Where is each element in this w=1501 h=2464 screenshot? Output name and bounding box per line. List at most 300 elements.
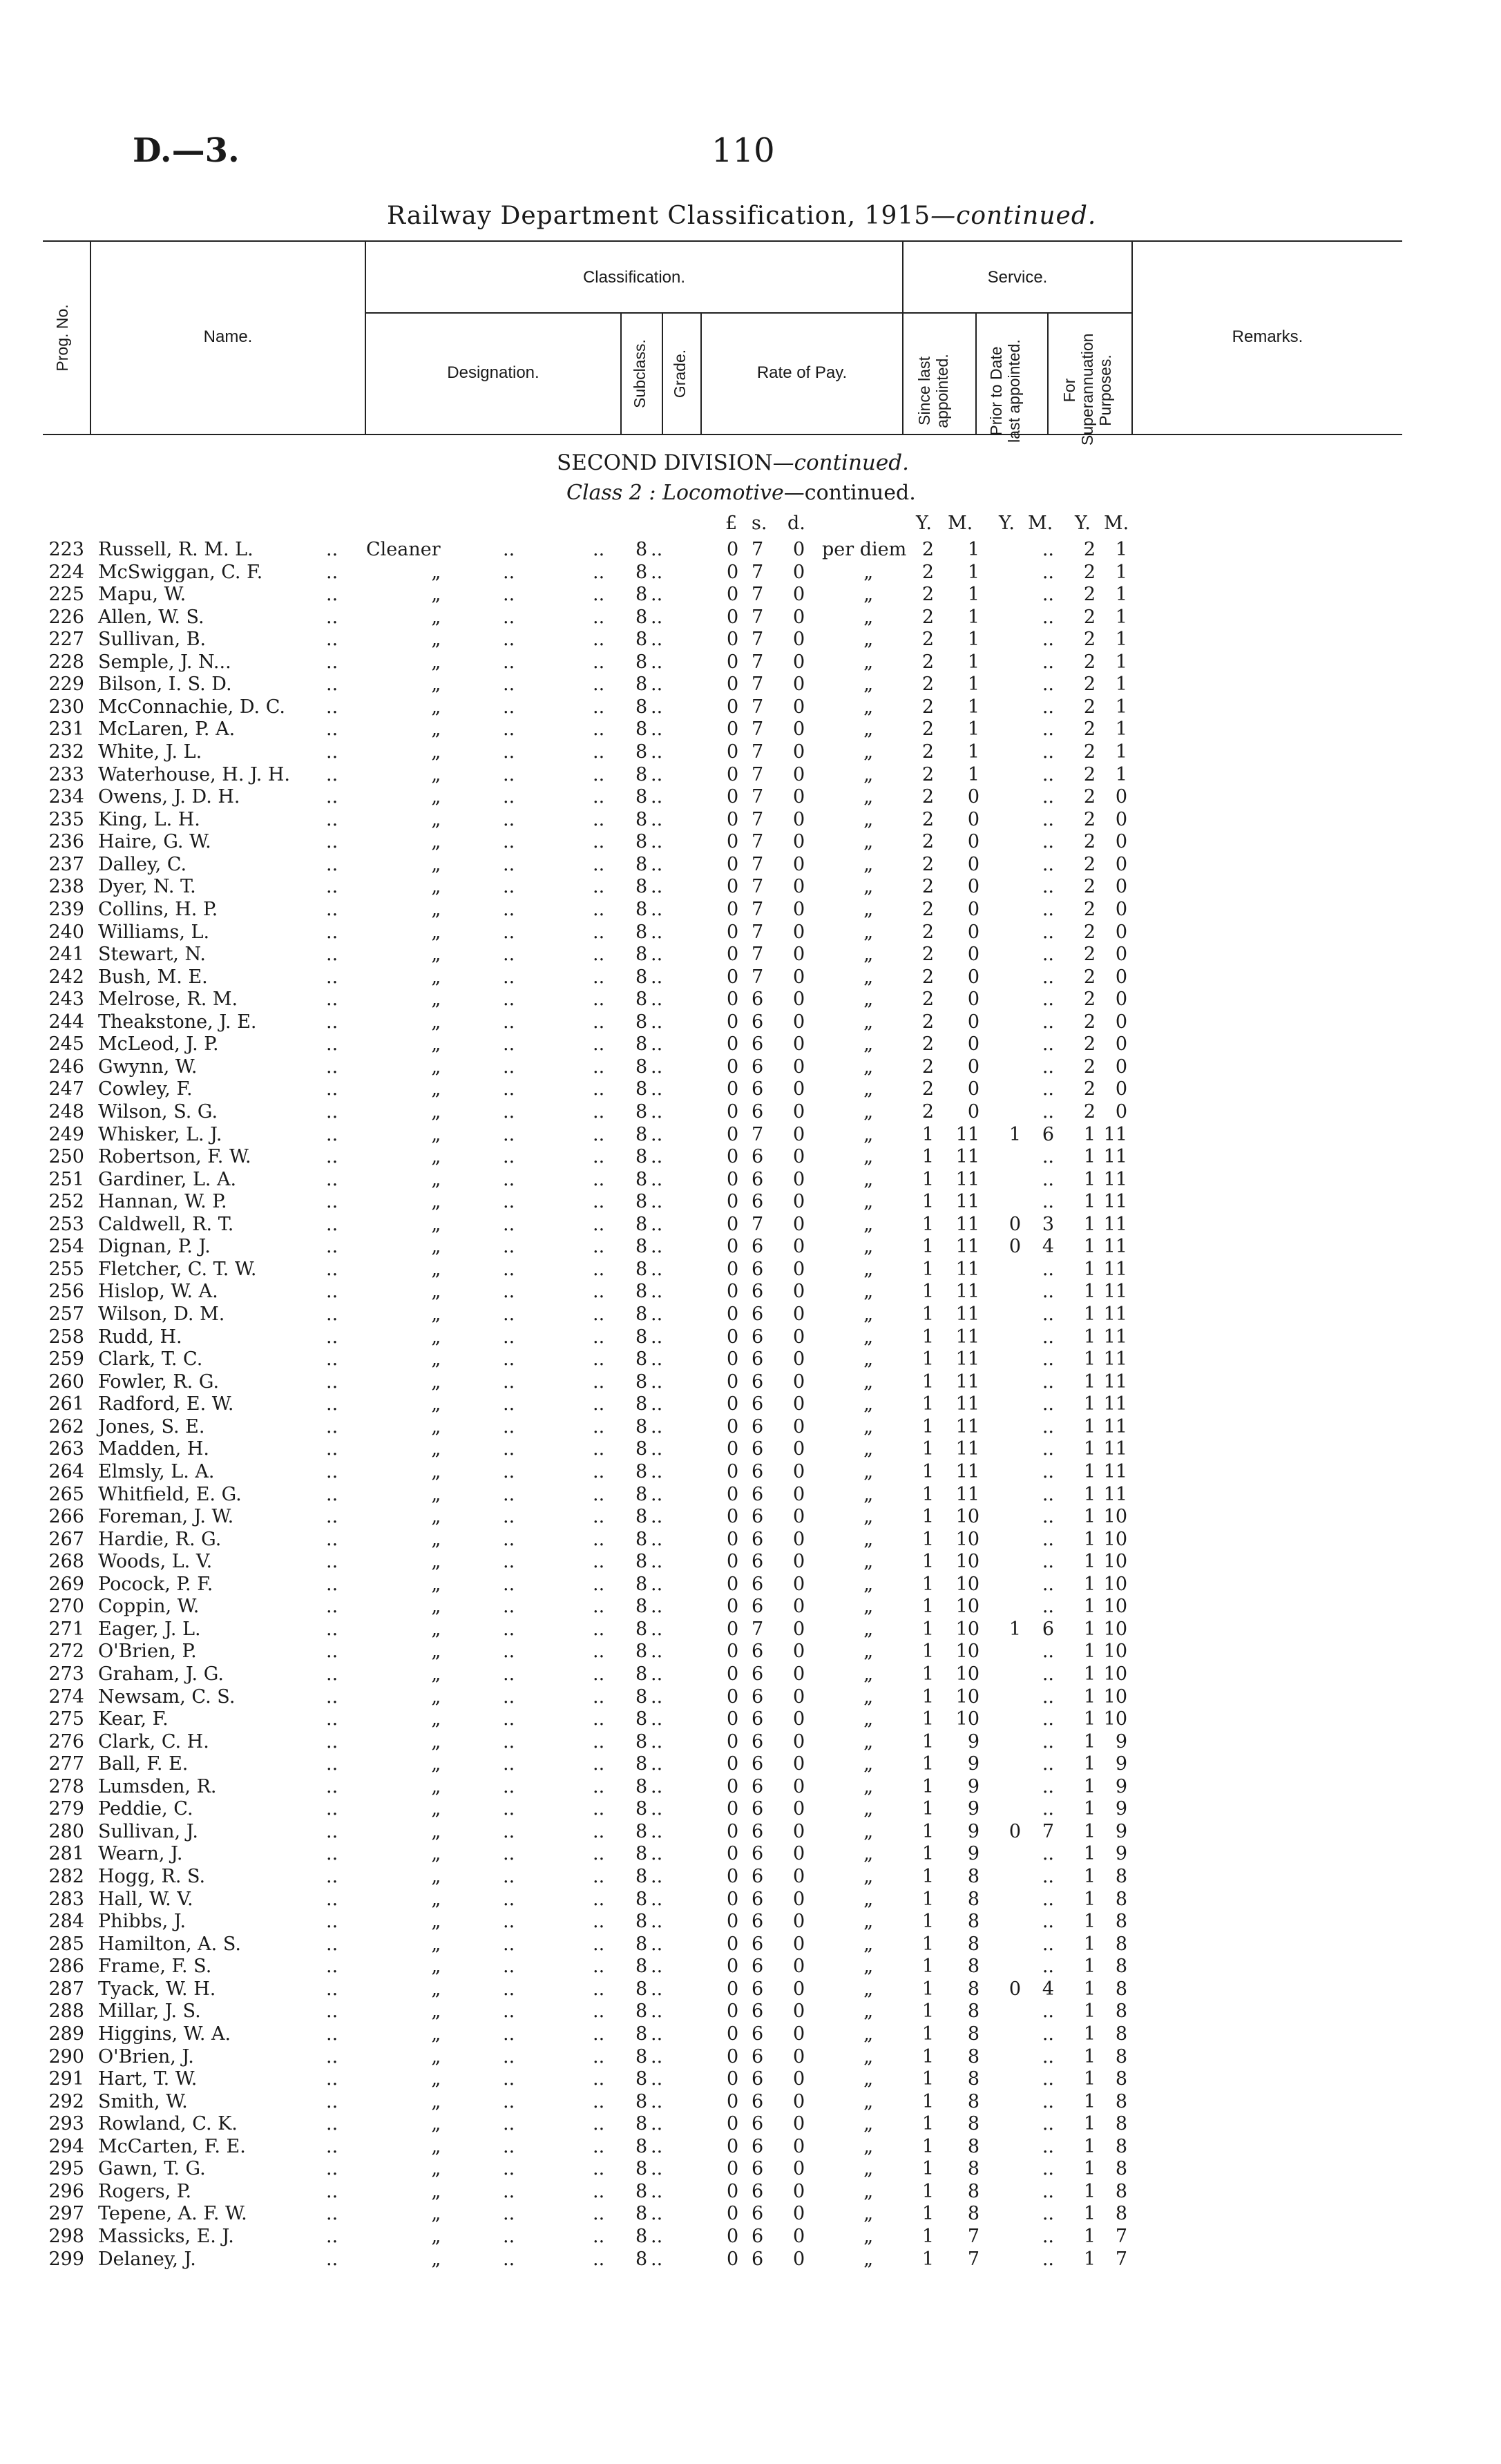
prior-months-cell: .. xyxy=(1042,1101,1054,1123)
leader-dots: .. xyxy=(651,718,663,741)
since-years-cell: 1 xyxy=(921,1775,934,1797)
leader-dots: .. xyxy=(326,1483,338,1505)
leader-dots: .. xyxy=(503,831,515,853)
leader-dots: .. xyxy=(593,2203,605,2225)
since-years-cell: 2 xyxy=(921,561,934,583)
subclass-cell: 8 xyxy=(635,989,648,1011)
leader-dots: .. xyxy=(651,831,663,853)
prior-months-cell: .. xyxy=(1042,853,1054,875)
super-months-cell: 8 xyxy=(1115,2113,1127,2135)
per-cell: „ xyxy=(822,1011,874,1033)
since-months-cell: 8 xyxy=(967,2113,979,2135)
prior-months-cell: .. xyxy=(1042,898,1054,920)
table-row xyxy=(0,1529,1501,1551)
super-months-cell: 8 xyxy=(1115,2158,1127,2180)
per-cell: „ xyxy=(822,1213,874,1235)
leader-dots: .. xyxy=(503,1866,515,1888)
leader-dots: .. xyxy=(503,2068,515,2090)
leader-dots: .. xyxy=(593,2248,605,2270)
prior-months-cell: .. xyxy=(1042,1258,1054,1280)
leader-dots: .. xyxy=(593,2000,605,2023)
name-cell: Caldwell, R. T. xyxy=(98,1213,234,1235)
prior-months-cell: .. xyxy=(1042,2226,1054,2247)
subclass-cell: 8 xyxy=(635,1708,648,1730)
leader-dots: .. xyxy=(593,1798,605,1820)
leader-dots: .. xyxy=(651,1618,663,1640)
leader-dots: .. xyxy=(593,1866,605,1888)
pence-cell: 0 xyxy=(793,763,805,785)
designation-cell: „ xyxy=(366,1641,441,1663)
super-years-cell: 1 xyxy=(1083,1596,1096,1618)
subclass-cell: 8 xyxy=(635,1011,648,1033)
since-years-cell: 2 xyxy=(921,853,934,875)
designation-cell: „ xyxy=(366,808,441,830)
table-row xyxy=(0,1416,1501,1438)
name-cell: McLeod, J. P. xyxy=(98,1033,219,1056)
since-months-cell: 10 xyxy=(955,1551,979,1573)
since-years-cell: 2 xyxy=(921,763,934,785)
super-years-cell: 1 xyxy=(1083,2090,1096,2112)
pounds-cell: 0 xyxy=(727,1078,739,1100)
shillings-cell: 6 xyxy=(752,2045,764,2067)
leader-dots: .. xyxy=(326,584,338,606)
leader-dots: .. xyxy=(593,674,605,696)
super-years-cell: 1 xyxy=(1083,1281,1096,1303)
name-cell: Robertson, F. W. xyxy=(98,1146,251,1168)
designation-cell: „ xyxy=(366,2045,441,2067)
subclass-cell: 8 xyxy=(635,1460,648,1482)
shillings-cell: 6 xyxy=(752,1303,764,1326)
since-months-cell: 0 xyxy=(967,876,979,898)
pounds-cell: 0 xyxy=(727,2248,739,2270)
leader-dots: .. xyxy=(326,2203,338,2225)
since-months-cell: 8 xyxy=(967,2180,979,2202)
leader-dots: .. xyxy=(651,561,663,583)
pounds-cell: 0 xyxy=(727,1618,739,1640)
pence-cell: 0 xyxy=(793,741,805,763)
leader-dots: .. xyxy=(651,651,663,673)
super-years-cell: 1 xyxy=(1083,1506,1096,1528)
prior-months-cell: .. xyxy=(1042,1438,1054,1460)
since-months-cell: 11 xyxy=(955,1281,979,1303)
leader-dots: .. xyxy=(326,989,338,1011)
pence-cell: 0 xyxy=(793,876,805,898)
pence-cell: 0 xyxy=(793,2023,805,2045)
super-months-cell: 1 xyxy=(1115,606,1127,628)
leader-dots: .. xyxy=(503,1753,515,1775)
name-cell: Jones, S. E. xyxy=(98,1415,205,1438)
prog-no-cell: 270 xyxy=(48,1596,84,1618)
shillings-cell: 6 xyxy=(752,1775,764,1797)
leader-dots: .. xyxy=(503,539,515,560)
designation-cell: „ xyxy=(366,921,441,943)
leader-dots: .. xyxy=(651,1123,663,1145)
leader-dots: .. xyxy=(651,1281,663,1303)
prog-no-cell: 271 xyxy=(48,1618,84,1640)
shillings-cell: 6 xyxy=(752,1326,764,1348)
name-cell: Russell, R. M. L. xyxy=(98,539,254,560)
subclass-cell: 8 xyxy=(635,1775,648,1797)
table-row xyxy=(0,696,1501,718)
prior-months-cell: .. xyxy=(1042,539,1054,560)
pence-cell: 0 xyxy=(793,674,805,696)
designation-cell: „ xyxy=(366,1685,441,1708)
table-row xyxy=(0,1596,1501,1618)
leader-dots: .. xyxy=(326,2180,338,2202)
leader-dots: .. xyxy=(326,1708,338,1730)
pounds-cell: 0 xyxy=(727,1596,739,1618)
designation-cell: „ xyxy=(366,1866,441,1888)
leader-dots: .. xyxy=(326,1663,338,1685)
pounds-unit: £ xyxy=(725,513,738,534)
leader-dots: .. xyxy=(651,966,663,988)
super-years-cell: 1 xyxy=(1083,1618,1096,1640)
super-months-cell: 0 xyxy=(1115,853,1127,875)
designation-cell: „ xyxy=(366,1551,441,1573)
leader-dots: .. xyxy=(503,1708,515,1730)
shillings-unit: s. xyxy=(752,513,767,534)
leader-dots: .. xyxy=(593,1415,605,1438)
designation-cell: „ xyxy=(366,1258,441,1280)
shillings-cell: 7 xyxy=(752,1123,764,1145)
per-cell: „ xyxy=(822,1708,874,1730)
pounds-cell: 0 xyxy=(727,1956,739,1978)
since-months-cell: 0 xyxy=(967,944,979,966)
since-months-cell: 0 xyxy=(967,1033,979,1056)
leader-dots: .. xyxy=(593,763,605,785)
leader-dots: .. xyxy=(326,808,338,830)
super-months-cell: 1 xyxy=(1115,539,1127,560)
leader-dots: .. xyxy=(326,1730,338,1753)
subclass-cell: 8 xyxy=(635,2090,648,2112)
super-months-cell: 10 xyxy=(1103,1663,1127,1685)
per-cell: „ xyxy=(822,1978,874,2000)
leader-dots: .. xyxy=(503,876,515,898)
table-row xyxy=(0,1124,1501,1146)
since-months-cell: 0 xyxy=(967,921,979,943)
subclass-cell: 8 xyxy=(635,1236,648,1258)
leader-dots: .. xyxy=(651,1236,663,1258)
table-row xyxy=(0,1776,1501,1798)
since-years-cell: 1 xyxy=(921,1753,934,1775)
pounds-cell: 0 xyxy=(727,1888,739,1910)
since-months-cell: 8 xyxy=(967,2000,979,2023)
subclass-cell: 8 xyxy=(635,1303,648,1326)
name-cell: Gardiner, L. A. xyxy=(98,1168,237,1190)
leader-dots: .. xyxy=(326,2090,338,2112)
name-cell: Hislop, W. A. xyxy=(98,1281,218,1303)
prog-no-cell: 250 xyxy=(48,1146,84,1168)
leader-dots: .. xyxy=(503,921,515,943)
name-cell: Frame, F. S. xyxy=(98,1956,212,1978)
per-cell: „ xyxy=(822,2158,874,2180)
pence-cell: 0 xyxy=(793,1596,805,1618)
prior-months-cell: .. xyxy=(1042,1596,1054,1618)
pounds-cell: 0 xyxy=(727,606,739,628)
leader-dots: .. xyxy=(326,1685,338,1708)
leader-dots: .. xyxy=(593,921,605,943)
since-years-cell: 1 xyxy=(921,1415,934,1438)
subclass-cell: 8 xyxy=(635,696,648,718)
pounds-cell: 0 xyxy=(727,876,739,898)
pence-cell: 0 xyxy=(793,2226,805,2247)
super-years-cell: 1 xyxy=(1083,1956,1096,1978)
subclass-cell: 8 xyxy=(635,2068,648,2090)
since-years-cell: 1 xyxy=(921,2023,934,2045)
super-years-cell: 1 xyxy=(1083,1146,1096,1168)
shillings-cell: 6 xyxy=(752,1641,764,1663)
super-months-cell: 8 xyxy=(1115,2068,1127,2090)
prog-no-cell: 293 xyxy=(48,2113,84,2135)
designation-cell: „ xyxy=(366,1820,441,1842)
table-row xyxy=(0,1889,1501,1911)
pence-cell: 0 xyxy=(793,1911,805,1933)
super-months-cell: 11 xyxy=(1103,1168,1127,1190)
super-years-cell: 1 xyxy=(1083,1213,1096,1235)
name-cell: Stewart, N. xyxy=(98,944,206,966)
per-cell: „ xyxy=(822,1506,874,1528)
subclass-cell: 8 xyxy=(635,1483,648,1505)
since-years-cell: 2 xyxy=(921,539,934,560)
pence-cell: 0 xyxy=(793,1236,805,1258)
since-years-cell: 1 xyxy=(921,1866,934,1888)
per-cell: „ xyxy=(822,898,874,920)
designation-cell: „ xyxy=(366,831,441,853)
pounds-cell: 0 xyxy=(727,1236,739,1258)
leader-dots: .. xyxy=(651,629,663,651)
shillings-cell: 6 xyxy=(752,1146,764,1168)
prior-months-cell: .. xyxy=(1042,2068,1054,2090)
page-title xyxy=(387,202,1096,230)
subclass-cell: 8 xyxy=(635,1866,648,1888)
pounds-cell: 0 xyxy=(727,2158,739,2180)
prior-months-cell: .. xyxy=(1042,1393,1054,1415)
super-years-cell: 1 xyxy=(1083,2158,1096,2180)
prior-months-cell: .. xyxy=(1042,1551,1054,1573)
name-cell: Lumsden, R. xyxy=(98,1775,217,1797)
since-years-cell: 1 xyxy=(921,2068,934,2090)
since-years-cell: 2 xyxy=(921,1056,934,1078)
super-months-cell: 11 xyxy=(1103,1326,1127,1348)
shillings-cell: 7 xyxy=(752,763,764,785)
name-cell: Delaney, J. xyxy=(98,2248,196,2270)
since-months-cell: 0 xyxy=(967,831,979,853)
super-years-cell: 1 xyxy=(1083,1820,1096,1842)
leader-dots: .. xyxy=(503,2045,515,2067)
pounds-cell: 0 xyxy=(727,1326,739,1348)
pounds-cell: 0 xyxy=(727,2023,739,2045)
pence-cell: 0 xyxy=(793,1281,805,1303)
since-months-cell: 1 xyxy=(967,674,979,696)
prior-months-cell: .. xyxy=(1042,2000,1054,2023)
leader-dots: .. xyxy=(593,629,605,651)
designation-cell: „ xyxy=(366,1078,441,1100)
col-header-subclass: Subclass. xyxy=(631,339,649,408)
super-years-cell: 1 xyxy=(1083,2000,1096,2023)
shillings-cell: 6 xyxy=(752,1573,764,1595)
name-cell: Wearn, J. xyxy=(98,1843,183,1865)
shillings-cell: 6 xyxy=(752,1685,764,1708)
designation-cell: „ xyxy=(366,2226,441,2247)
name-cell: McConnachie, D. C. xyxy=(98,696,285,718)
per-cell: „ xyxy=(822,1438,874,1460)
super-years-cell: 1 xyxy=(1083,1843,1096,1865)
per-cell: „ xyxy=(822,1056,874,1078)
col-header-prog-no: Prog. No. xyxy=(53,304,71,372)
col-header-prior-to-date: Prior to Date last appointed. xyxy=(987,339,1023,443)
per-cell: „ xyxy=(822,1483,874,1505)
pounds-cell: 0 xyxy=(727,989,739,1011)
since-months-cell: 9 xyxy=(967,1798,979,1820)
since-years-cell: 1 xyxy=(921,1326,934,1348)
super-months-cell: 1 xyxy=(1115,674,1127,696)
shillings-cell: 7 xyxy=(752,696,764,718)
table-row xyxy=(0,899,1501,921)
table-row xyxy=(0,1978,1501,2000)
shillings-cell: 7 xyxy=(752,741,764,763)
since-years-cell: 1 xyxy=(921,1663,934,1685)
per-cell: „ xyxy=(822,1078,874,1100)
prior-years-cell: 0 xyxy=(1008,1236,1021,1258)
prior-months-cell: .. xyxy=(1042,808,1054,830)
per-cell: „ xyxy=(822,1618,874,1640)
designation-cell: „ xyxy=(366,1483,441,1505)
pence-cell: 0 xyxy=(793,718,805,741)
super-months-cell: 10 xyxy=(1103,1573,1127,1595)
pence-cell: 0 xyxy=(793,831,805,853)
subclass-cell: 8 xyxy=(635,1641,648,1663)
super-years-cell: 1 xyxy=(1083,1303,1096,1326)
prog-no-cell: 297 xyxy=(48,2203,84,2225)
prog-no-cell: 272 xyxy=(48,1641,84,1663)
leader-dots: .. xyxy=(503,1506,515,1528)
leader-dots: .. xyxy=(593,1843,605,1865)
shillings-cell: 6 xyxy=(752,2000,764,2023)
leader-dots: .. xyxy=(651,2045,663,2067)
per-cell: „ xyxy=(822,1775,874,1797)
leader-dots: .. xyxy=(503,1618,515,1640)
leader-dots: .. xyxy=(593,2135,605,2157)
prog-no-cell: 268 xyxy=(48,1551,84,1573)
leader-dots: .. xyxy=(326,898,338,920)
shillings-cell: 6 xyxy=(752,1191,764,1213)
super-years-cell: 2 xyxy=(1083,651,1096,673)
since-months-cell: 10 xyxy=(955,1685,979,1708)
prior-months-cell: .. xyxy=(1042,831,1054,853)
prior-months-cell: .. xyxy=(1042,2090,1054,2112)
leader-dots: .. xyxy=(651,2203,663,2225)
shillings-cell: 7 xyxy=(752,944,764,966)
shillings-cell: 7 xyxy=(752,718,764,741)
leader-dots: .. xyxy=(326,966,338,988)
designation-cell: „ xyxy=(366,1213,441,1235)
since-years-cell: 2 xyxy=(921,606,934,628)
prog-no-cell: 280 xyxy=(48,1820,84,1842)
prog-no-cell: 265 xyxy=(48,1483,84,1505)
since-years-cell: 2 xyxy=(921,921,934,943)
leader-dots: .. xyxy=(503,741,515,763)
shillings-cell: 6 xyxy=(752,1438,764,1460)
table-row xyxy=(0,562,1501,584)
shillings-cell: 6 xyxy=(752,1708,764,1730)
name-cell: McCarten, F. E. xyxy=(98,2135,246,2157)
name-cell: Semple, J. N... xyxy=(98,651,231,673)
subclass-cell: 8 xyxy=(635,2180,648,2202)
name-cell: Phibbs, J. xyxy=(98,1911,187,1933)
prior-years-cell: 1 xyxy=(1008,1618,1021,1640)
subclass-cell: 8 xyxy=(635,1596,648,1618)
designation-cell: „ xyxy=(366,1326,441,1348)
designation-cell: „ xyxy=(366,651,441,673)
leader-dots: .. xyxy=(593,718,605,741)
pence-cell: 0 xyxy=(793,1618,805,1640)
table-row xyxy=(0,1326,1501,1348)
table-row xyxy=(0,2203,1501,2225)
subclass-cell: 8 xyxy=(635,674,648,696)
leader-dots: .. xyxy=(326,1506,338,1528)
super-years-cell: 1 xyxy=(1083,1775,1096,1797)
leader-dots: .. xyxy=(503,1258,515,1280)
shillings-cell: 7 xyxy=(752,629,764,651)
super-months-cell: 11 xyxy=(1103,1348,1127,1371)
pence-cell: 0 xyxy=(793,2180,805,2202)
since-years-cell: 1 xyxy=(921,1596,934,1618)
super-years-cell: 2 xyxy=(1083,561,1096,583)
prior-months-cell: .. xyxy=(1042,1730,1054,1753)
shillings-cell: 6 xyxy=(752,1168,764,1190)
prog-no-cell: 287 xyxy=(48,1978,84,2000)
per-cell: „ xyxy=(822,1641,874,1663)
since-months-cell: 11 xyxy=(955,1371,979,1393)
prog-no-cell: 260 xyxy=(48,1371,84,1393)
pounds-cell: 0 xyxy=(727,853,739,875)
super-months-cell: 11 xyxy=(1103,1460,1127,1482)
pounds-cell: 0 xyxy=(727,1191,739,1213)
table-row xyxy=(0,1393,1501,1415)
prior-months-cell: .. xyxy=(1042,2135,1054,2157)
prog-no-cell: 226 xyxy=(48,606,84,628)
since-months-cell: 8 xyxy=(967,1956,979,1978)
col-header-grade: Grade. xyxy=(671,349,689,399)
since-years-cell: 1 xyxy=(921,2113,934,2135)
super-years-cell: 1 xyxy=(1083,1685,1096,1708)
leader-dots: .. xyxy=(651,1011,663,1033)
super-years-cell: 2 xyxy=(1083,966,1096,988)
pounds-cell: 0 xyxy=(727,2090,739,2112)
leader-dots: .. xyxy=(651,1258,663,1280)
table-row xyxy=(0,2181,1501,2203)
leader-dots: .. xyxy=(503,1956,515,1978)
shillings-cell: 6 xyxy=(752,1956,764,1978)
table-row xyxy=(0,1574,1501,1596)
leader-dots: .. xyxy=(503,2135,515,2157)
subclass-cell: 8 xyxy=(635,1933,648,1955)
prior-months-cell: .. xyxy=(1042,1685,1054,1708)
since-years-cell: 1 xyxy=(921,1213,934,1235)
super-months-cell: 8 xyxy=(1115,1866,1127,1888)
shillings-cell: 6 xyxy=(752,1033,764,1056)
name-cell: Madden, H. xyxy=(98,1438,209,1460)
super-years-cell: 1 xyxy=(1083,2180,1096,2202)
leader-dots: .. xyxy=(593,1011,605,1033)
super-years-cell: 1 xyxy=(1083,1393,1096,1415)
table-row xyxy=(0,2091,1501,2113)
leader-dots: .. xyxy=(503,696,515,718)
prog-no-cell: 259 xyxy=(48,1348,84,1371)
title-text: Railway Department Classification, 1915 xyxy=(387,202,931,230)
table-row xyxy=(0,854,1501,876)
table-row xyxy=(0,629,1501,651)
